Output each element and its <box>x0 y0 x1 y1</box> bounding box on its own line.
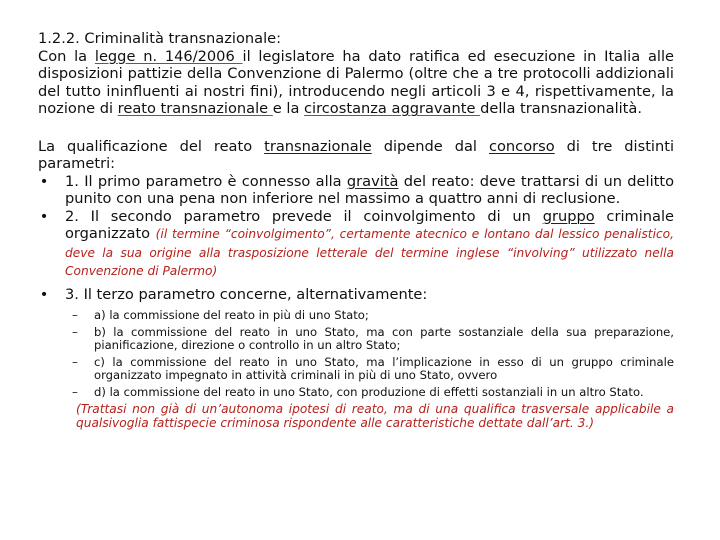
bullet-1-text-a: 1. Il primo parametro è connesso alla <box>65 172 347 190</box>
qualification-text-a: La qualificazione del reato <box>38 137 265 155</box>
sub-item-d-text: d) la commissione del reato in uno Stato, con produzione di effetti sostanziali in un altro Stato. <box>94 384 644 399</box>
bullet-3-text: 3. Il terzo parametro concerne, alternativamente: <box>65 285 428 303</box>
bullet-dot: • <box>39 172 49 190</box>
word-gravita: gravità <box>346 172 399 190</box>
sub-item-c-text: c) la commissione del reato in uno Stato, ma l’implicazione in esso di un gruppo criminale organizzato impegnato in attività criminali in più di uno Stato, ovvero <box>94 354 674 383</box>
sub-item-c <box>38 356 674 383</box>
sub-dash: – <box>72 308 78 322</box>
coinvolgimento-note: (il termine “coinvolgimento”, certamente atecnico e lontano dal lessico penalistico, deve la sua origine alla trasposizione letterale del termine inglese “involving” utilizzato nella Convenzione di Palermo) <box>65 227 674 278</box>
section-heading: 1.2.2. Criminalità transnazionale: <box>38 30 282 47</box>
term-reato-transnazionale: reato transnazionale <box>117 100 273 117</box>
bullet-1-text-b: del reato: deve trattarsi di un delitto punito con una pena non inferiore nel massimo a quattro anni di reclusione. <box>65 172 674 207</box>
sub-dash: – <box>72 354 78 369</box>
bullet-item-2 <box>38 208 674 281</box>
bullet-item-3 <box>38 286 674 304</box>
document-page <box>38 30 674 430</box>
qualification-text-b: dipende dal <box>371 137 489 155</box>
sub-dash: – <box>72 384 78 399</box>
bullet-2-text-b: criminale organizzato <box>65 207 674 242</box>
sub-dash: – <box>72 324 78 339</box>
sub-item-a-text: a) la commissione del reato in più di uno Stato; <box>94 308 369 322</box>
law-reference-link[interactable]: legge n. 146/2006 <box>94 47 243 65</box>
sub-item-b <box>38 326 674 353</box>
sub-item-b-text: b) la commissione del reato in uno Stato, ma con parte sostanziale della sua preparazione, pianificazione, direzione o controllo in un altro Stato; <box>94 324 674 353</box>
closing-note: (Trattasi non già di un’autonoma ipotesi di reato, ma di una qualifica trasversale applicabile a qualsivoglia fattispecie criminosa rispondente alle caratteristiche dettate dall’art. 3.) <box>76 401 674 430</box>
intro-text-c: e la <box>272 100 305 117</box>
word-gruppo: gruppo <box>542 207 595 225</box>
bullet-dot: • <box>39 207 49 225</box>
bullet-2-text-a: 2. Il secondo parametro prevede il coinvolgimento di un <box>65 207 543 225</box>
word-transnazionale: transnazionale <box>264 137 372 155</box>
intro-text-a: Con la <box>38 47 95 65</box>
intro-text-b: il legislatore ha dato ratifica ed esecuzione in Italia alle disposizioni pattizie della Convenzione di Palermo (oltre che a tre protocolli addizionali del tutto ininfluenti ai nostri fini), introducendo negli articoli 3 e 4, rispettivamente, la nozione di <box>38 47 674 117</box>
paragraph-spacer <box>38 118 674 138</box>
intro-paragraph <box>38 48 674 118</box>
sub-item-a <box>38 309 674 323</box>
bullet-item-1 <box>38 173 674 208</box>
term-circostanza-aggravante: circostanza aggravante <box>304 100 481 117</box>
qualification-text-c: di tre distinti parametri: <box>38 137 675 172</box>
bullet-dot: • <box>39 285 49 303</box>
qualification-paragraph <box>38 138 674 173</box>
word-concorso: concorso <box>488 137 555 155</box>
sub-item-d <box>38 386 674 400</box>
intro-text-d: della transnazionalità. <box>480 100 642 117</box>
